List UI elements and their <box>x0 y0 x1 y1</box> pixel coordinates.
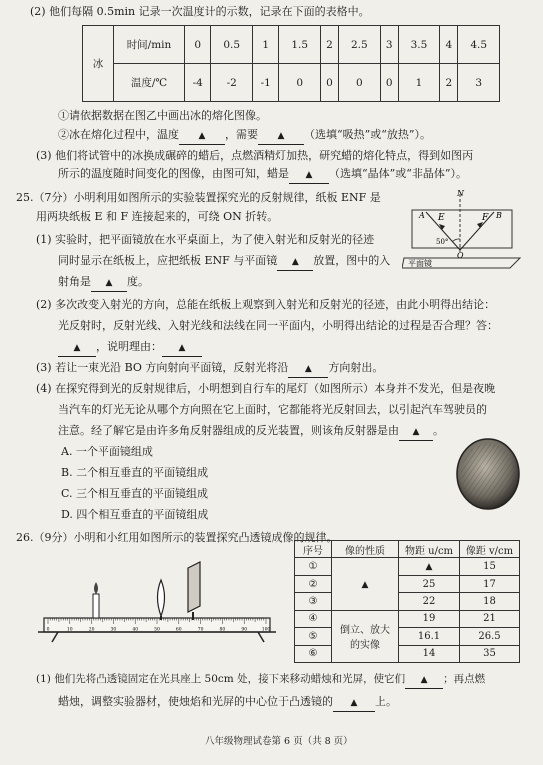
row-index: ④ <box>295 610 332 627</box>
temp-cell: 2 <box>440 64 458 102</box>
temp-cell: 0 <box>279 64 321 102</box>
blank-marker: ▲ <box>425 562 433 573</box>
sub2-text-a: ②冰在熔化过程中，温度 <box>58 128 179 141</box>
ruler-label: 20 <box>88 627 95 633</box>
q3-line1: (3) 他们将试管中的冰换成碾碎的蜡后，点燃酒精灯加热，研究蜡的熔化特点，得到如图丙 <box>36 149 474 162</box>
property-cell-1 <box>332 558 399 610</box>
v-cell: 35 <box>460 645 520 662</box>
convex-lens <box>158 580 165 616</box>
header-object-distance: 物距 u/cm <box>399 541 460 558</box>
sub2-line <box>58 127 431 145</box>
u-cell: 19 <box>399 610 460 627</box>
answer-blank[interactable] <box>288 360 328 378</box>
temp-cell: 1 <box>398 64 440 102</box>
ruler-label: 80 <box>219 627 226 633</box>
sub1-text: ①请依据数据在图乙中画出冰的熔化图像。 <box>58 109 267 122</box>
ruler-label: 30 <box>110 627 117 633</box>
temp-cell: -1 <box>252 64 278 102</box>
sub2-text-c: （选填“吸热”或“放热”）。 <box>304 128 431 141</box>
time-cell: 4 <box>440 26 458 64</box>
ruler-label: 100 <box>261 627 271 633</box>
v-cell: 15 <box>460 558 520 575</box>
property-text: 的实像 <box>350 640 380 652</box>
q25-s4-line3 <box>58 423 444 441</box>
ruler-label: 70 <box>197 627 204 633</box>
ruler-label: 90 <box>241 627 248 633</box>
label-n: N <box>457 189 464 198</box>
q25-s1-line1: (1) 实验时，把平面镜放在水平桌面上，为了使入射光和反射光的径迹 <box>36 233 375 246</box>
q25-s2-line3 <box>58 339 202 357</box>
v-cell: 18 <box>460 593 520 610</box>
candle <box>93 594 99 618</box>
blank-marker: ▲ <box>73 343 81 353</box>
mirror-label: 平面镜 <box>408 259 432 268</box>
q3-text-a: 所示的温度随时间变化的图像，由图可知，蜡是 <box>58 167 289 180</box>
label-b: B <box>496 211 502 220</box>
property-text: 倒立、放大 <box>340 625 390 637</box>
time-cell: 0.5 <box>211 26 253 64</box>
q25-s2-text: ，说明理由： <box>96 340 162 353</box>
answer-blank[interactable] <box>405 672 443 689</box>
answer-blank[interactable] <box>277 253 313 271</box>
q25-s4-text-a: 注意。经了解它是由许多角反射器组成的反光装置，则该角反射器是由 <box>58 424 399 437</box>
q25-s4-text-b: 。 <box>433 424 444 437</box>
stand-leg <box>258 632 264 642</box>
q26-s1-line2 <box>58 694 397 712</box>
time-cell: 3.5 <box>398 26 440 64</box>
lens-results-table <box>294 540 520 663</box>
blank-marker: ▲ <box>305 170 313 180</box>
row-header-ice: 冰 <box>83 26 114 102</box>
row-index: ② <box>295 575 332 592</box>
choice-a[interactable]: A. 一个平面镜组成 <box>61 445 153 458</box>
q25-s4-line1: (4) 在探究得到光的反射规律后，小明想到自行车的尾灯（如图所示）本身并不发光，但是夜晚 <box>36 382 496 395</box>
q25-intro1: 25.（7分）小明利用如图所示的实验装置探究光的反射规律，纸板 ENF 是 <box>16 191 381 204</box>
answer-blank[interactable] <box>58 339 96 357</box>
temperature-table <box>82 25 500 102</box>
time-cell: 2 <box>320 26 338 64</box>
q26-intro: 26.（9分）小明和小红用如图所示的装置探究凸透镜成像的规律。 <box>16 531 338 544</box>
q26-s1-text-b: ；再点燃 <box>443 673 486 685</box>
header-index: 序号 <box>295 541 332 558</box>
header-image-property: 像的性质 <box>332 541 399 558</box>
time-cell: 0 <box>185 26 211 64</box>
answer-blank[interactable] <box>333 694 375 712</box>
u-cell: 22 <box>399 593 460 610</box>
q26-s1-line1 <box>36 672 485 689</box>
v-cell: 21 <box>460 610 520 627</box>
q25-s2-line2: 光反射时，反射光线、入射光线和法线在同一平面内，小明得出结论的过程是否合理？答： <box>58 319 498 332</box>
v-cell: 17 <box>460 575 520 592</box>
u-cell: 14 <box>399 645 460 662</box>
blank-marker: ▲ <box>420 675 428 685</box>
label-f: F <box>482 213 489 223</box>
q25-s3-line <box>36 360 383 378</box>
q26-s1-text-c: 蜡烛，调整实验器材，使烛焰和光屏的中心位于凸透镜的 <box>58 695 333 708</box>
optical-bench-diagram <box>38 558 276 648</box>
q25-s3-text-b: 方向射出。 <box>328 361 384 374</box>
q25-s1-text-a: 同时显示在纸板上，应把纸板 ENF 与平面镜 <box>58 254 278 267</box>
page-footer: 八年级物理试卷第 6 页（共 8 页） <box>205 736 353 747</box>
reflected-ray <box>460 212 494 250</box>
bike-reflector-image <box>452 436 524 512</box>
light-screen <box>188 562 200 612</box>
blank-marker: ▲ <box>105 278 113 288</box>
choice-b[interactable]: B. 二个相互垂直的平面镜组成 <box>61 466 209 479</box>
q3-text-b: （选填“晶体”或“非晶体”）。 <box>329 167 467 180</box>
answer-blank[interactable] <box>162 339 202 357</box>
stand-leg <box>52 632 58 642</box>
temp-label: 温度/℃ <box>114 64 185 102</box>
time-label: 时间/min <box>114 26 185 64</box>
ruler-label: 60 <box>175 627 182 633</box>
q25-s4-line2: 当汽车的灯光无论从哪个方向照在它上面时，它都能将光反射回去，以引起汽车驾驶员的 <box>58 403 487 416</box>
angle-label: 50° <box>436 238 449 246</box>
blank-marker: ▲ <box>277 131 285 141</box>
q26-s1-text-d: 上。 <box>375 695 397 708</box>
blank-marker: ▲ <box>198 131 206 141</box>
answer-blank[interactable] <box>179 127 225 145</box>
temp-cell: 0 <box>380 64 398 102</box>
label-o: O <box>457 251 464 260</box>
property-cell-2 <box>332 610 399 662</box>
time-cell: 1.5 <box>279 26 321 64</box>
blank-marker: ▲ <box>178 343 186 353</box>
blank-marker: ▲ <box>361 579 369 590</box>
ruler-label: 10 <box>66 627 73 633</box>
answer-blank[interactable] <box>399 423 433 441</box>
candle-flame <box>94 582 98 594</box>
blank-marker: ▲ <box>304 364 312 374</box>
q25-s1-text-b: 放置，图中的入 <box>313 254 391 267</box>
ruler-label: 40 <box>132 627 139 633</box>
answer-blank[interactable] <box>91 274 127 292</box>
angle-arc <box>452 239 460 242</box>
v-cell: 26.5 <box>460 628 520 645</box>
time-cell: 1 <box>252 26 278 64</box>
q25-s1-text-c: 射角是 <box>58 275 91 288</box>
answer-blank[interactable] <box>258 127 304 145</box>
sub2-text-b: ，需要 <box>225 128 258 141</box>
header-image-distance: 像距 v/cm <box>460 541 520 558</box>
choice-d[interactable]: D. 四个相互垂直的平面镜组成 <box>61 508 209 521</box>
time-cell: 4.5 <box>458 26 500 64</box>
temp-cell: 3 <box>458 64 500 102</box>
label-e: E <box>438 213 445 223</box>
q25-s1-line3 <box>58 274 149 292</box>
blank-marker: ▲ <box>350 698 358 708</box>
row-index: ③ <box>295 593 332 610</box>
q25-s1-line2 <box>58 253 390 271</box>
row-index: ① <box>295 558 332 575</box>
q25-s3-text-a: (3) 若让一束光沿 BO 方向射向平面镜，反射光将沿 <box>36 361 289 374</box>
ruler-label: 50 <box>154 627 160 633</box>
q26-s1-text-a: (1) 他们先将凸透镜固定在光具座上 50cm 处，接下来移动蜡烛和光屏，使它们 <box>36 673 406 685</box>
q2-intro: (2) 他们每隔 0.5min 记录一次温度计的示数，记录在下面的表格中。 <box>30 5 370 18</box>
temp-cell: 0 <box>320 64 338 102</box>
blank-marker: ▲ <box>291 257 299 267</box>
time-cell: 3 <box>380 26 398 64</box>
reflection-diagram <box>402 188 522 270</box>
q25-intro2: 用两块纸板 E 和 F 连接起来的，可绕 ON 折转。 <box>36 210 279 223</box>
temp-cell: 0 <box>339 64 381 102</box>
q25-s1-text-d: 度。 <box>127 275 149 288</box>
u-cell: 25 <box>399 575 460 592</box>
row-index: ⑥ <box>295 645 332 662</box>
q25-s2-line1: (2) 多次改变入射光的方向，总能在纸板上观察到入射光和反射光的径迹，由此小明得出结论： <box>36 298 496 311</box>
row-index: ⑤ <box>295 628 332 645</box>
u-cell: 16.1 <box>399 628 460 645</box>
u-cell <box>399 558 460 575</box>
ruler-label: 0 <box>46 627 50 633</box>
temp-cell: -4 <box>185 64 211 102</box>
answer-blank[interactable] <box>289 166 329 184</box>
temp-cell: -2 <box>211 64 253 102</box>
time-cell: 2.5 <box>339 26 381 64</box>
choice-c[interactable]: C. 三个相互垂直的平面镜组成 <box>61 487 209 500</box>
q3-line2 <box>58 166 467 184</box>
label-a: A <box>419 211 425 220</box>
blank-marker: ▲ <box>412 427 420 437</box>
